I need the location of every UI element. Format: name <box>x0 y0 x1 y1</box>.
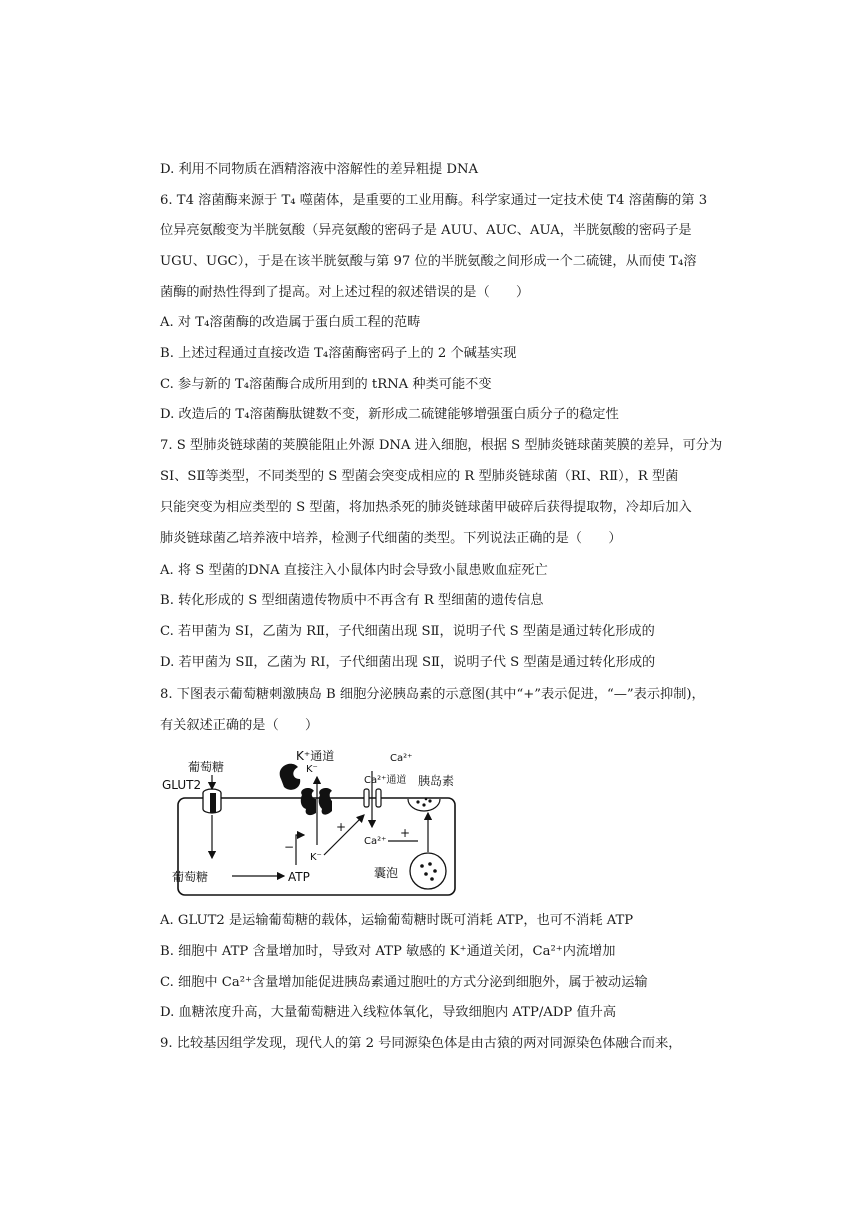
line-q6-option-a: A. 对 T₄溶菌酶的改造属于蛋白质工程的范畴 <box>160 315 421 330</box>
line-q6-option-d: D. 改造后的 T₄溶菌酶肽键数不变，新形成二硫键能够增强蛋白质分子的稳定性 <box>160 407 619 422</box>
vesicle-label: 囊泡 <box>374 866 399 880</box>
line-q6-stem-3: UGU、UGC），于是在该半胱氨酸与第 97 位的半胱氨酸之间形成一个二硫键，从而使 T₄溶 <box>160 254 697 269</box>
atp-inhibit-arrow <box>296 835 304 865</box>
k-ion-top-label: K⁻ <box>306 764 318 775</box>
ca-inner-label: Ca²⁺ <box>364 836 387 847</box>
line-q7-stem-1: 7. S 型肺炎链球菌的荚膜能阻止外源 DNA 进入细胞，根据 S 型肺炎链球菌荚膜的差异，可分为 <box>160 438 723 453</box>
line-q7-option-a: A. 将 S 型菌的DNA 直接注入小鼠体内时会导致小鼠患败血症死亡 <box>160 563 548 578</box>
line-q6-stem-1: 6. T4 溶菌酶来源于 T₄ 噬菌体，是重要的工业用酶。科学家通过一定技术使 T4 溶菌酶的第 3 <box>160 193 708 208</box>
insulin-secretion-diagram <box>160 745 460 900</box>
line-q7-option-d: D. 若甲菌为 SⅡ，乙菌为 RⅠ，子代细菌出现 SⅡ，说明子代 S 型菌是通过转化形成的 <box>160 655 656 670</box>
line-q6-option-c: C. 参与新的 T₄溶菌酶合成所用到的 tRNA 种类可能不变 <box>160 377 492 392</box>
line-q6-stem-4: 菌酶的耐热性得到了提高。对上述过程的叙述错误的是（ ） <box>160 285 530 300</box>
ca-top-label: Ca²⁺ <box>390 753 413 764</box>
plus-sign-2: + <box>400 826 411 840</box>
line-q8-option-a: A. GLUT2 是运输葡萄糖的载体，运输葡萄糖时既可消耗 ATP，也可不消耗 ATP <box>160 913 634 928</box>
line-q8-option-d: D. 血糖浓度升高，大量葡萄糖进入线粒体氧化，导致细胞内 ATP/ADP 值升高 <box>160 1005 617 1020</box>
line-q7-option-b: B. 转化形成的 S 型细菌遗传物质中不再含有 R 型细菌的遗传信息 <box>160 593 544 608</box>
glut2-transporter-icon <box>203 789 221 813</box>
line-q6-option-b: B. 上述过程通过直接改造 T₄溶菌酶密码子上的 2 个碱基实现 <box>160 346 517 361</box>
glut2-label: GLUT2 <box>162 778 202 792</box>
glucose-inside-label: 葡萄糖 <box>172 870 209 884</box>
line-q7-option-c: C. 若甲菌为 SⅠ，乙菌为 RⅡ，子代细菌出现 SⅡ，说明子代 S 型菌是通过转化形成的 <box>160 624 655 639</box>
k-channel-label: K⁺通道 <box>296 749 335 763</box>
line-q7-stem-2: SⅠ、SⅡ等类型，不同类型的 S 型菌会突变成相应的 R 型肺炎链球菌（RⅠ、RⅡ），R 型菌 <box>160 469 679 484</box>
line-q5-option-d: D. 利用不同物质在酒精溶液中溶解性的差异粗提 DNA <box>160 162 479 177</box>
diagram-svg <box>160 745 460 900</box>
insulin-label: 胰岛素 <box>418 774 455 788</box>
line-q6-stem-2: 位异亮氨酸变为半胱氨酸（异亮氨酸的密码子是 AUU、AUC、AUA，半胱氨酸的密码子是 <box>160 223 692 238</box>
line-q7-stem-4: 肺炎链球菌乙培养液中培养，检测子代细菌的类型。下列说法正确的是（ ） <box>160 531 622 546</box>
vesicle-icon <box>410 853 446 889</box>
line-q9-stem-1: 9. 比较基因组学发现，现代人的第 2 号同源染色体是由古猿的两对同源染色体融合而来， <box>160 1036 682 1051</box>
line-q8-option-c: C. 细胞中 Ca²⁺含量增加能促进胰岛素通过胞吐的方式分泌到细胞外，属于被动运输 <box>160 975 648 990</box>
line-q8-option-b: B. 细胞中 ATP 含量增加时，导致对 ATP 敏感的 K⁺通道关闭，Ca²⁺内流增加 <box>160 944 616 959</box>
glucose-outside-label: 葡萄糖 <box>188 760 225 774</box>
line-q8-stem-1: 8. 下图表示葡萄糖刺激胰岛 B 细胞分泌胰岛素的示意图(其中“+”表示促进，“—”表示抑制)， <box>160 687 705 702</box>
line-q7-stem-3: 只能突变为相应类型的 S 型菌，将加热杀死的肺炎链球菌甲破碎后获得提取物，冷却后加入 <box>160 500 692 515</box>
plus-sign-1: + <box>336 820 347 834</box>
minus-sign: − <box>284 840 295 854</box>
atp-label: ATP <box>288 870 310 884</box>
insulin-release-vesicle-icon <box>408 798 440 811</box>
ca-channel-label: Ca²⁺通道 <box>364 775 407 786</box>
k-ion-inner-label: K⁻ <box>310 852 322 863</box>
line-q8-stem-2: 有关叙述正确的是（ ） <box>160 718 319 733</box>
